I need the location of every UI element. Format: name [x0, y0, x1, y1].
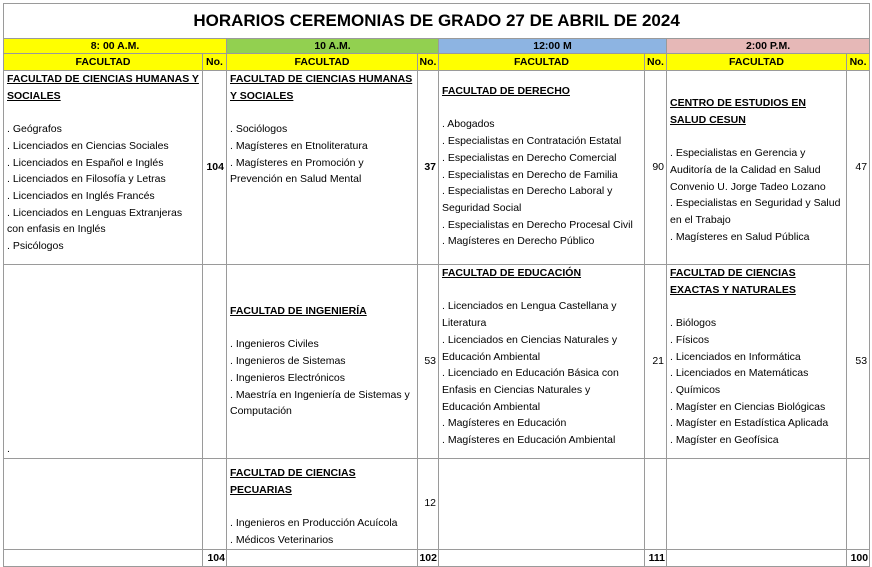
column-header-faculty: FACULTAD — [667, 54, 847, 71]
program-item: . Ingenieros Civiles — [230, 338, 319, 351]
graduate-count — [203, 265, 227, 459]
graduate-count: 21 — [645, 265, 667, 459]
faculty-cell — [4, 265, 203, 459]
column-header-no: No. — [645, 54, 667, 71]
program-item: . Abogados — [442, 118, 495, 131]
program-item: . Licenciados en Lenguas Extranjeras con enfasis en Inglés — [7, 206, 183, 236]
page-title: HORARIOS CEREMONIAS DE GRADO 27 DE ABRIL DE 2024 — [4, 4, 870, 39]
program-item: . Especialistas en Derecho Procesal Civil — [442, 218, 633, 231]
faculty-cell — [667, 71, 847, 265]
program-item: . Licenciados en Filosofía y Letras — [7, 173, 166, 186]
program-item: . Médicos Veterinarios — [230, 533, 334, 546]
graduate-count — [847, 459, 870, 550]
program-item: . Licenciados en Informática — [670, 350, 801, 363]
total-count: 100 — [847, 549, 870, 566]
program-item: . Especialistas en Gerencia y Auditoría de la Calidad en Salud Convenio U. Jorge Tadeo Lozano — [670, 147, 826, 193]
column-header-no: No. — [418, 54, 439, 71]
graduate-count — [203, 459, 227, 550]
total-count: 111 — [645, 549, 667, 566]
program-item: . Maestría en Ingeniería de Sistemas y Computación — [230, 388, 410, 418]
graduate-count: 12 — [418, 459, 439, 550]
program-item: . Magíster en Ciencias Biológicas — [670, 400, 826, 413]
program-item: . Licenciados en Ciencias Naturales y Educación Ambiental — [442, 333, 618, 363]
graduate-count: 90 — [645, 71, 667, 265]
faculty-title: FACULTAD DE CIENCIAS HUMANAS Y SOCIALES — [7, 73, 199, 102]
program-item: . Licenciados en Lengua Castellana y Literatura — [442, 300, 617, 330]
time-slot-2pm: 2:00 P.M. — [667, 39, 870, 54]
program-item: . Magísteres en Salud Pública — [670, 230, 810, 243]
total-spacer — [667, 549, 847, 566]
program-item: . Licenciados en Inglés Francés — [7, 189, 155, 202]
total-count: 102 — [418, 549, 439, 566]
program-item: . Licenciados en Ciencias Sociales — [7, 139, 169, 152]
schedule-table — [3, 3, 870, 567]
total-spacer — [439, 549, 645, 566]
program-item: . Licenciados en Matemáticas — [670, 367, 809, 380]
program-item: . Magísteres en Educación — [442, 417, 567, 430]
program-item: . Licenciados en Español e Inglés — [7, 156, 164, 169]
faculty-cell — [227, 71, 418, 265]
graduate-count: 104 — [203, 71, 227, 265]
column-header-no: No. — [203, 54, 227, 71]
program-item: . Ingenieros en Producción Acuícola — [230, 517, 398, 530]
faculty-cell — [439, 265, 645, 459]
faculty-title: FACULTAD DE EDUCACIÓN — [442, 267, 582, 279]
graduate-count: 37 — [418, 71, 439, 265]
program-item: . — [7, 443, 10, 456]
program-item: . Magísteres en Educación Ambiental — [442, 434, 616, 447]
program-item: . Magísteres en Etnoliteratura — [230, 139, 368, 152]
program-item: . Magíster en Estadística Aplicada — [670, 417, 829, 430]
program-item: . Ingenieros Electrónicos — [230, 371, 345, 384]
graduate-count — [645, 459, 667, 550]
total-spacer — [227, 549, 418, 566]
program-item: . Magíster en Geofísica — [670, 434, 779, 447]
program-item: . Especialistas en Seguridad y Salud en el Trabajo — [670, 197, 841, 226]
graduate-count: 53 — [418, 265, 439, 459]
program-item: . Especialistas en Derecho Comercial — [442, 151, 617, 164]
graduate-count: 53 — [847, 265, 870, 459]
faculty-cell — [227, 459, 418, 550]
time-slot-10am: 10 A.M. — [227, 39, 439, 54]
total-count: 104 — [203, 549, 227, 566]
program-item: . Sociólogos — [230, 123, 288, 136]
program-item: . Geógrafos — [7, 123, 62, 136]
program-item: . Biólogos — [670, 317, 717, 330]
program-item: . Ingenieros de Sistemas — [230, 355, 346, 368]
faculty-cell — [4, 459, 203, 550]
faculty-cell — [439, 459, 645, 550]
faculty-title: FACULTAD DE DERECHO — [442, 85, 570, 97]
program-item: . Psicólogos — [7, 240, 64, 253]
column-header-faculty: FACULTAD — [227, 54, 418, 71]
time-slot-8am: 8: 00 A.M. — [4, 39, 227, 54]
faculty-title: FACULTAD DE CIENCIAS HUMANAS Y SOCIALES — [230, 73, 413, 102]
column-header-faculty: FACULTAD — [4, 54, 203, 71]
program-item: . Magísteres en Promoción y Prevención en Salud Mental — [230, 156, 364, 186]
faculty-title: FACULTAD DE CIENCIAS EXACTAS Y NATURALES — [670, 267, 796, 296]
graduate-count: 47 — [847, 71, 870, 265]
faculty-title: CENTRO DE ESTUDIOS EN SALUD CESUN — [670, 97, 806, 126]
program-item: . Físicos — [670, 333, 710, 346]
program-item: . Especialistas en Derecho de Familia — [442, 168, 618, 181]
faculty-cell — [667, 459, 847, 550]
program-item: . Químicos — [670, 383, 721, 396]
column-header-faculty: FACULTAD — [439, 54, 645, 71]
faculty-cell — [227, 265, 418, 459]
time-slot-12m: 12:00 M — [439, 39, 667, 54]
program-item: . Magísteres en Derecho Público — [442, 235, 595, 248]
faculty-cell — [4, 71, 203, 265]
program-item: . Especialistas en Contratación Estatal — [442, 135, 622, 148]
program-item: . Licenciado en Educación Básica con Enfasis en Ciencias Naturales y Educación Ambiental — [442, 367, 619, 413]
faculty-cell — [439, 71, 645, 265]
faculty-title: FACULTAD DE CIENCIAS PECUARIAS — [230, 467, 356, 496]
faculty-title: FACULTAD DE INGENIERÍA — [230, 305, 367, 317]
column-header-no: No. — [847, 54, 870, 71]
total-spacer — [4, 549, 203, 566]
faculty-cell — [667, 265, 847, 459]
program-item: . Especialistas en Derecho Laboral y Seguridad Social — [442, 185, 613, 214]
